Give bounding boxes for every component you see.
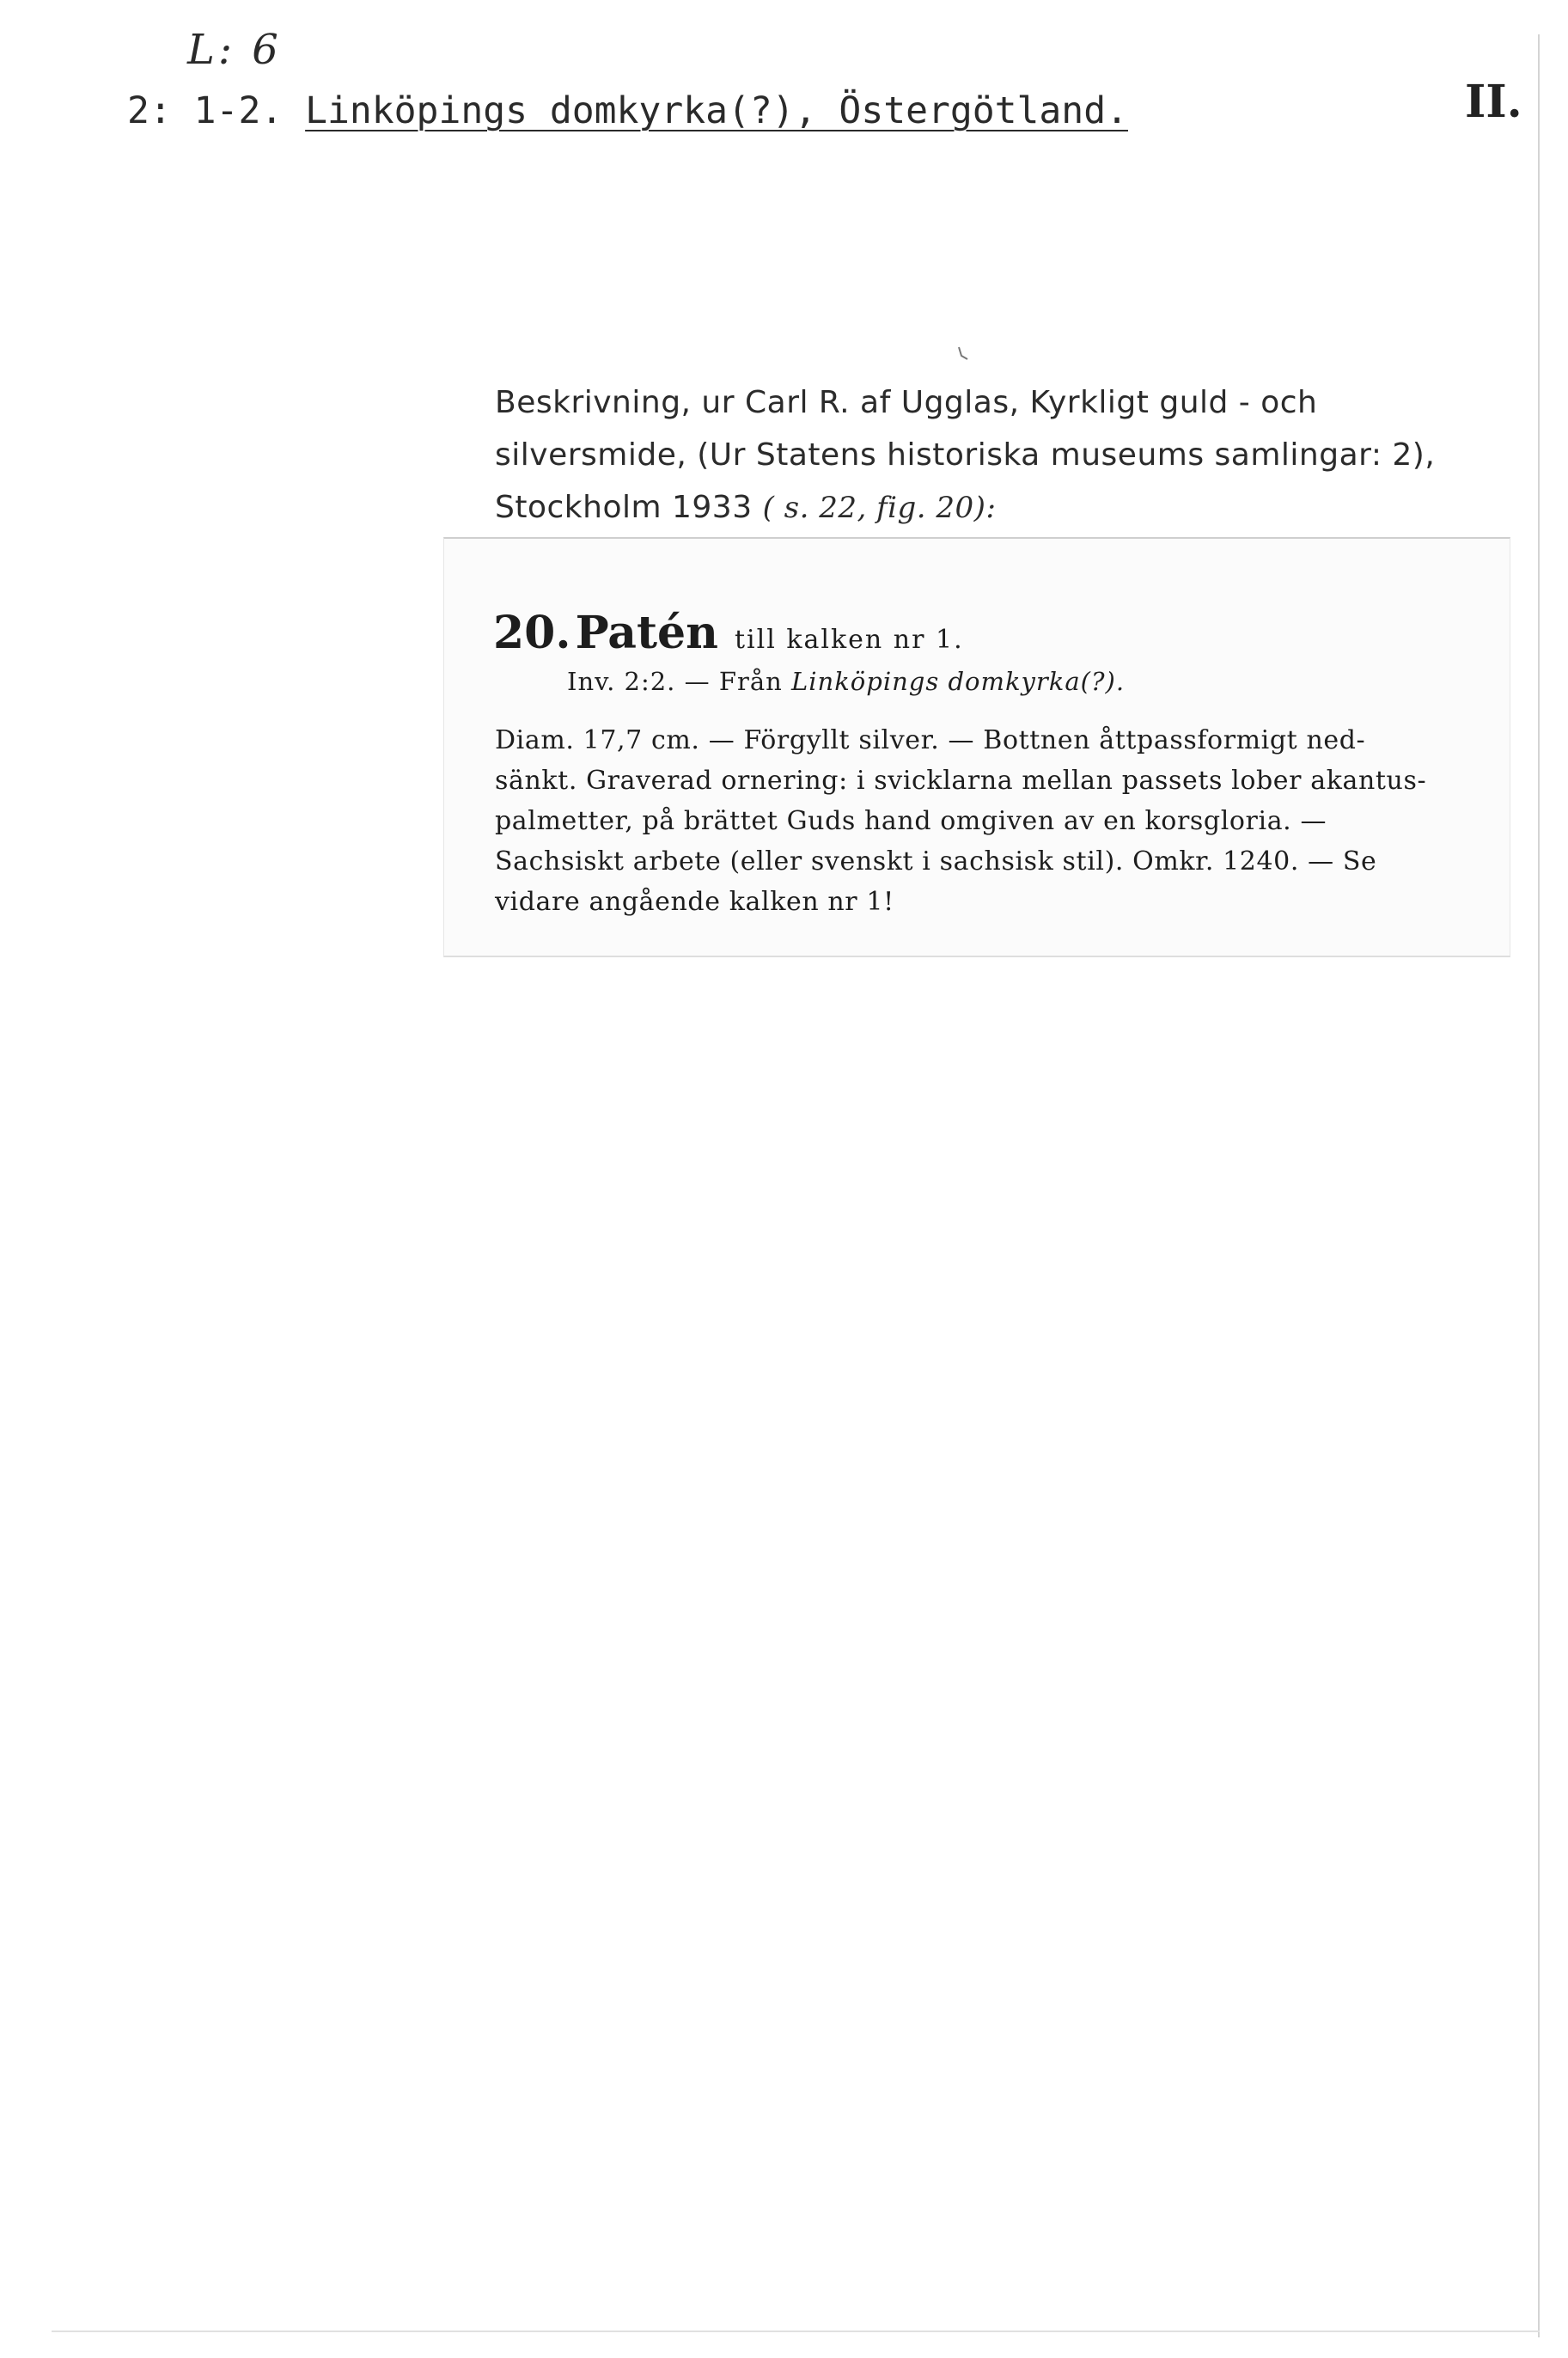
heading-title: Linköpings domkyrka(?), Östergötland. bbox=[305, 89, 1128, 132]
description-line-3 bbox=[495, 481, 1483, 535]
entry-body bbox=[495, 720, 1466, 922]
page-citation: ( s. 22, fig. 20): bbox=[762, 491, 997, 525]
typed-heading bbox=[127, 89, 1128, 132]
inventory-line bbox=[567, 667, 1125, 696]
description-block bbox=[495, 376, 1483, 535]
entry-body-line: palmetter, på brättet Guds hand omgiven av en korsgloria. — bbox=[495, 806, 1327, 836]
entry-name: Patén bbox=[575, 607, 718, 659]
description-line-2: silversmide, (Ur Statens historiska museums samlingar: 2), bbox=[495, 437, 1436, 473]
card-edge-bottom bbox=[52, 2331, 1540, 2332]
inventory-number: Inv. 2:2. — Från bbox=[567, 667, 783, 696]
entry-body-line: vidare angående kalken nr 1! bbox=[495, 887, 894, 917]
inventory-provenance: Linköpings domkyrka(?). bbox=[791, 667, 1126, 696]
card-edge-right bbox=[1538, 34, 1540, 2337]
shelf-mark: II. bbox=[1465, 76, 1522, 128]
entry-number: 20. bbox=[493, 607, 571, 659]
entry-heading bbox=[493, 607, 964, 659]
entry-subtitle: till kalken nr 1. bbox=[734, 625, 964, 655]
handwritten-note: L: 6 bbox=[187, 26, 282, 74]
entry-body-line: sänkt. Graverad ornering: i svicklarna mellan passets lober akantus- bbox=[495, 766, 1427, 796]
description-place-year: Stockholm 1933 bbox=[495, 490, 753, 525]
entry-body-line: Sachsiskt arbete (eller svenskt i sachsisk stil). Omkr. 1240. — Se bbox=[495, 846, 1377, 877]
heading-prefix: 2: 1-2. bbox=[127, 89, 284, 132]
description-line-1: Beskrivning, ur Carl R. af Ugglas, Kyrkligt guld - och bbox=[495, 385, 1318, 420]
entry-body-line: Diam. 17,7 cm. — Förgyllt silver. — Bottnen åttpassformigt ned- bbox=[495, 725, 1366, 755]
ink-speck-icon bbox=[954, 344, 973, 363]
